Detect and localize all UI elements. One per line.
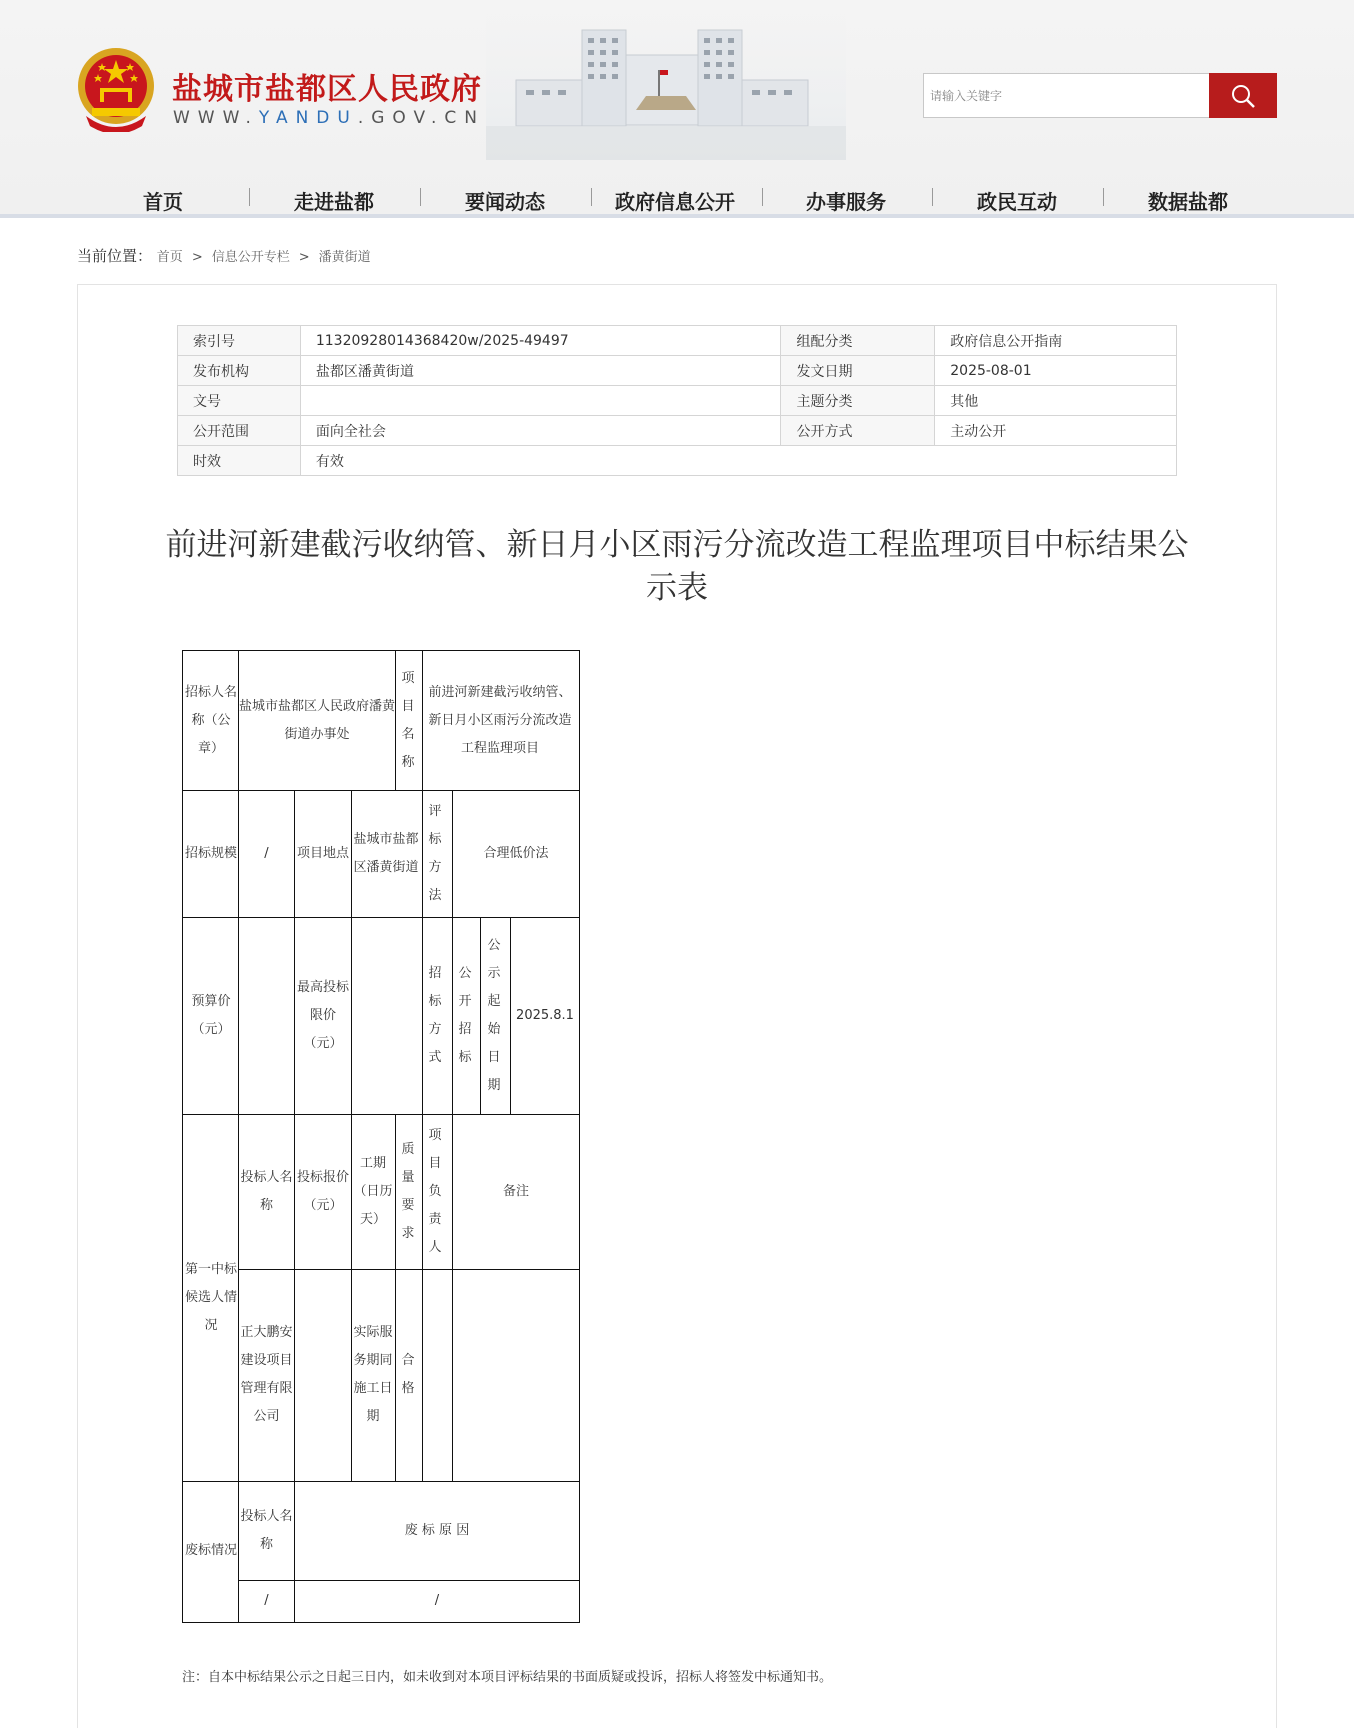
table-border <box>182 1622 580 1623</box>
breadcrumb-separator: > <box>298 250 310 265</box>
national-emblem-icon <box>76 46 156 132</box>
table-row <box>178 416 1177 446</box>
meta-label: 公开范围 <box>178 416 301 446</box>
invalid-bidder-value: / <box>264 1592 269 1608</box>
nav-separator <box>762 188 763 206</box>
site-url <box>173 108 485 128</box>
table-border <box>452 790 453 1481</box>
publicity-start-value: 2025.8.1 <box>516 1007 574 1023</box>
meta-value: 盐都区潘黄街道 <box>300 356 781 386</box>
project-name-value: 前进河新建截污收纳管、新日月小区雨污分流改造工程监理项目 <box>428 684 572 756</box>
site-url-highlight: YANDU <box>258 108 358 128</box>
tenderer-value: 盐城市盐都区人民政府潘黄街道办事处 <box>239 698 396 742</box>
meta-label: 组配分类 <box>781 326 935 356</box>
first-candidate-label: 第一中标候选人情况 <box>184 1261 237 1333</box>
bid-price-value <box>295 1270 351 1480</box>
meta-value: 11320928014368420w/2025-49497 <box>300 326 781 356</box>
invalid-label: 废标情况 <box>184 1543 237 1558</box>
government-building-image <box>486 0 846 160</box>
table-row <box>178 356 1177 386</box>
quality-value: 合格 <box>401 1353 415 1396</box>
table-border <box>238 650 239 1623</box>
table-border <box>182 917 580 918</box>
max-price-value <box>352 918 420 1113</box>
table-border <box>395 650 396 790</box>
table-border <box>510 917 511 1114</box>
publicity-start-label: 公示起始日期 <box>487 937 501 1093</box>
meta-value <box>300 386 781 416</box>
invalid-bidder-label: 投标人名称 <box>240 1508 293 1552</box>
eval-method-label: 评标方法 <box>428 803 442 903</box>
breadcrumb <box>77 245 371 266</box>
tender-method-value: 公开招标 <box>458 965 472 1065</box>
nav-interaction[interactable]: 政民互动 <box>977 190 1057 214</box>
table-border <box>182 1114 580 1115</box>
nav-separator <box>591 188 592 206</box>
table-border <box>182 650 580 651</box>
bid-result-table <box>182 650 580 1623</box>
budget-value <box>239 918 294 1113</box>
nav-gov-info[interactable]: 政府信息公开 <box>615 190 735 214</box>
meta-value: 其他 <box>935 386 1177 416</box>
meta-label: 主题分类 <box>781 386 935 416</box>
table-row <box>178 326 1177 356</box>
table-border <box>238 1580 580 1581</box>
max-price-label: 最高投标限价（元） <box>296 979 349 1051</box>
search-button[interactable] <box>1209 73 1277 118</box>
table-border <box>480 917 481 1114</box>
meta-label: 发文日期 <box>781 356 935 386</box>
bidder-name-label: 投标人名称 <box>240 1169 293 1213</box>
nav-home[interactable]: 首页 <box>143 190 183 214</box>
footnote: 注：自本中标结果公示之日起三日内，如未收到对本项目评标结果的书面质疑或投诉，招标人将签发中标通知书。 <box>182 1670 833 1685</box>
remark-value <box>453 1270 579 1480</box>
breadcrumb-home[interactable]: 首页 <box>156 250 183 265</box>
table-border <box>182 1481 580 1482</box>
document-title: 前进河新建截污收纳管、新日月小区雨污分流改造工程监理项目中标结果公示表 <box>165 527 1189 606</box>
quality-label: 质量要求 <box>401 1141 415 1241</box>
meta-label: 发布机构 <box>178 356 301 386</box>
meta-label: 时效 <box>178 446 301 476</box>
nav-about[interactable]: 走进盐都 <box>294 190 374 214</box>
breadcrumb-separator: > <box>191 250 203 265</box>
nav-data[interactable]: 数据盐都 <box>1148 190 1228 214</box>
invalid-reason-label: 废 标 原 因 <box>404 1522 470 1538</box>
meta-value: 面向全社会 <box>300 416 781 446</box>
table-border <box>579 650 580 1623</box>
manager-label: 项目负责人 <box>428 1127 442 1255</box>
site-title[interactable]: 盐城市盐都区人民政府 <box>172 72 482 107</box>
eval-method-value: 合理低价法 <box>483 845 549 861</box>
nav-separator <box>249 188 250 206</box>
nav-news[interactable]: 要闻动态 <box>465 190 545 214</box>
project-name-label: 项目名称 <box>401 670 415 770</box>
table-border <box>351 790 352 1481</box>
site-header <box>0 0 1354 218</box>
site-url-suffix: .GOV.CN <box>357 108 485 128</box>
scale-value: / <box>264 845 269 861</box>
duration-label: 工期（日历天） <box>353 1155 393 1227</box>
invalid-reason-value: / <box>434 1592 440 1608</box>
meta-label: 文号 <box>178 386 301 416</box>
table-border <box>182 650 183 1623</box>
tenderer-label: 招标人名称（公章） <box>184 684 237 756</box>
table-border <box>422 650 423 1481</box>
breadcrumb-label: 当前位置： <box>77 247 153 265</box>
breadcrumb-panhuang[interactable]: 潘黄街道 <box>318 250 371 265</box>
meta-value: 主动公开 <box>935 416 1177 446</box>
meta-value: 有效 <box>300 446 1176 476</box>
remark-label: 备注 <box>502 1183 529 1199</box>
scale-label: 招标规模 <box>184 845 237 861</box>
search-input[interactable] <box>924 74 1210 117</box>
site-url-prefix: WWW. <box>173 108 259 128</box>
nav-separator <box>1103 188 1104 206</box>
meta-value: 政府信息公开指南 <box>935 326 1177 356</box>
nav-separator <box>420 188 421 206</box>
location-label: 项目地点 <box>296 845 349 861</box>
main-nav <box>0 180 1354 218</box>
bid-price-label: 投标报价（元） <box>296 1169 349 1213</box>
meta-label: 索引号 <box>178 326 301 356</box>
table-border <box>182 790 580 791</box>
nav-services[interactable]: 办事服务 <box>806 190 886 214</box>
table-border <box>238 1269 580 1270</box>
breadcrumb-info-column[interactable]: 信息公开专栏 <box>211 250 290 265</box>
duration-value: 实际服务期同施工日期 <box>353 1325 393 1424</box>
table-border <box>294 790 295 1622</box>
budget-label: 预算价（元） <box>191 993 231 1037</box>
nav-separator <box>932 188 933 206</box>
manager-value <box>423 1270 447 1480</box>
meta-label: 公开方式 <box>781 416 935 446</box>
meta-value: 2025-08-01 <box>935 356 1177 386</box>
meta-table <box>177 325 1177 476</box>
bidder-name-value: 正大鹏安建设项目管理有限公司 <box>240 1325 293 1424</box>
location-value: 盐城市盐都区潘黄街道 <box>353 831 419 875</box>
table-border <box>395 1114 396 1481</box>
table-row <box>178 386 1177 416</box>
table-row <box>178 446 1177 476</box>
search-box <box>923 73 1241 118</box>
magnifier-icon <box>1230 83 1256 109</box>
tender-method-label: 招标方式 <box>428 965 442 1065</box>
